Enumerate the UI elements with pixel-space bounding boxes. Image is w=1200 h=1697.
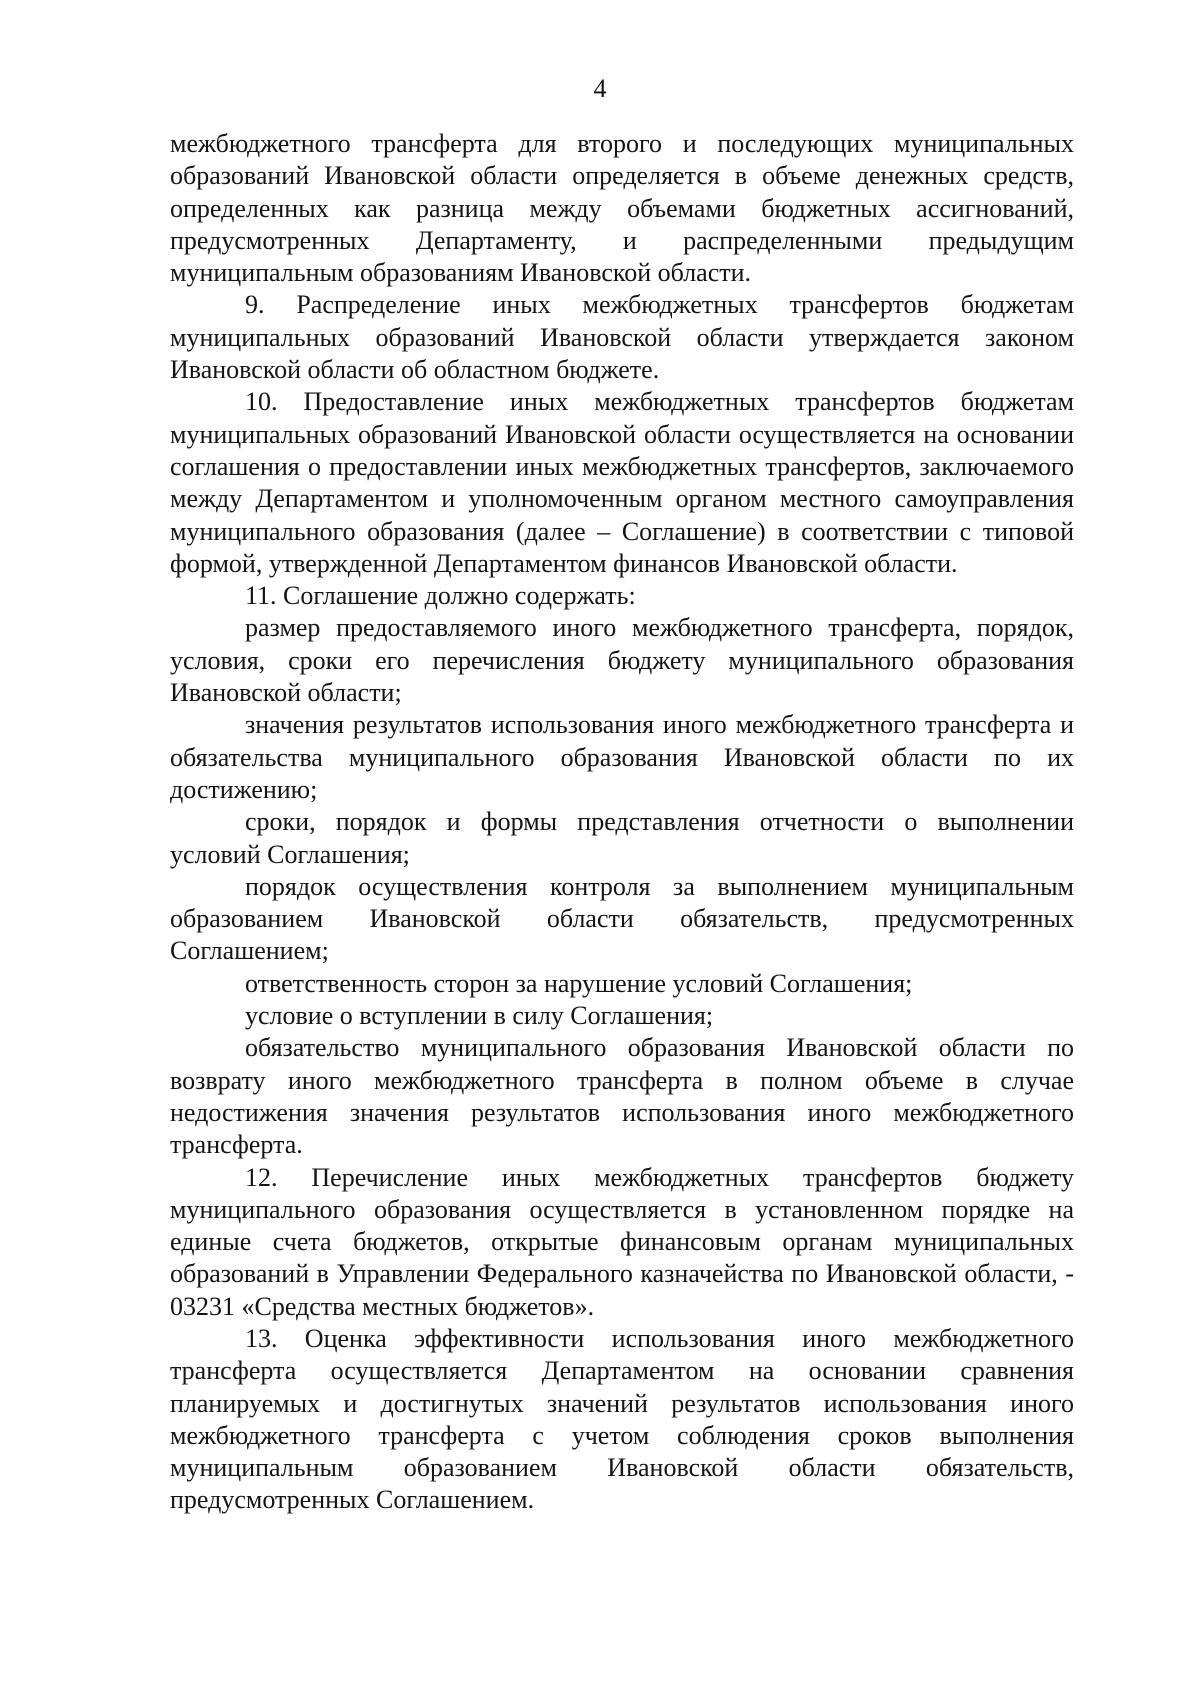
paragraph-item-11: 11. Соглашение должно содержать:	[245, 581, 636, 611]
paragraph: межбюджетного трансферта для второго и последующих муниципальных образований Ивановской области определяется в объеме денежных средств, определенных как разница между объемами бюджетных ассигнований, предусмотренных Департаменту, и распределенными предыдущим муниципальным образованиям Ивановской области.	[170, 129, 1074, 288]
paragraph-item-12: 12. Перечисление иных межбюджетных трансфертов бюджету муниципального образования осуществляется в установленном порядке на единые счета бюджетов, открытые финансовым органам муниципальных образований в Управлении Федерального казначейства по Ивановской области, - 03231 «Средства местных бюджетов».	[170, 1162, 1074, 1321]
list-item: ответственность сторон за нарушение условий Соглашения;	[245, 968, 913, 998]
list-item: условие о вступлении в силу Соглашения;	[245, 1001, 714, 1031]
document-body	[170, 128, 1074, 1517]
list-item: обязательство муниципального образования Ивановской области по возврату иного межбюджетного трансферта в полном объеме в случае недостижения значения результатов использования иного межбюджетного трансферта.	[170, 1033, 1074, 1160]
list-item: сроки, порядок и формы представления отчетности о выполнении условий Соглашения;	[170, 807, 1074, 869]
paragraph-item-10: 10. Предоставление иных межбюджетных трансфертов бюджетам муниципальных образований Ивановской области осуществляется на основании соглашения о предоставлении иных межбюджетных трансфертов, заключаемого между Департаментом и уполномоченным органом местного самоуправления муниципального образования (далее – Соглашение) в соответствии с типовой формой, утвержденной Департаментом финансов Ивановской области.	[170, 387, 1074, 578]
list-item: значения результатов использования иного межбюджетного трансферта и обязательства муниципального образования Ивановской области по их достижению;	[170, 710, 1074, 804]
list-item: порядок осуществления контроля за выполнением муниципальным образованием Ивановской области обязательств, предусмотренных Соглашением;	[170, 871, 1074, 966]
paragraph-item-13: 13. Оценка эффективности использования иного межбюджетного трансферта осуществляется Департаментом на основании сравнения планируемых и достигнутых значений результатов использования иного межбюджетного трансферта с учетом соблюдения сроков выполнения муниципальным образованием Ивановской области обязательств, предусмотренных Соглашением.	[170, 1323, 1074, 1515]
list-item: размер предоставляемого иного межбюджетного трансферта, порядок, условия, сроки его перечисления бюджету муниципального образования Ивановской области;	[170, 613, 1074, 708]
page-number: 4	[593, 74, 607, 103]
paragraph-item-9: 9. Распределение иных межбюджетных трансфертов бюджетам муниципальных образований Ивановской области утверждается законом Ивановской области об областном бюджете.	[170, 290, 1074, 385]
